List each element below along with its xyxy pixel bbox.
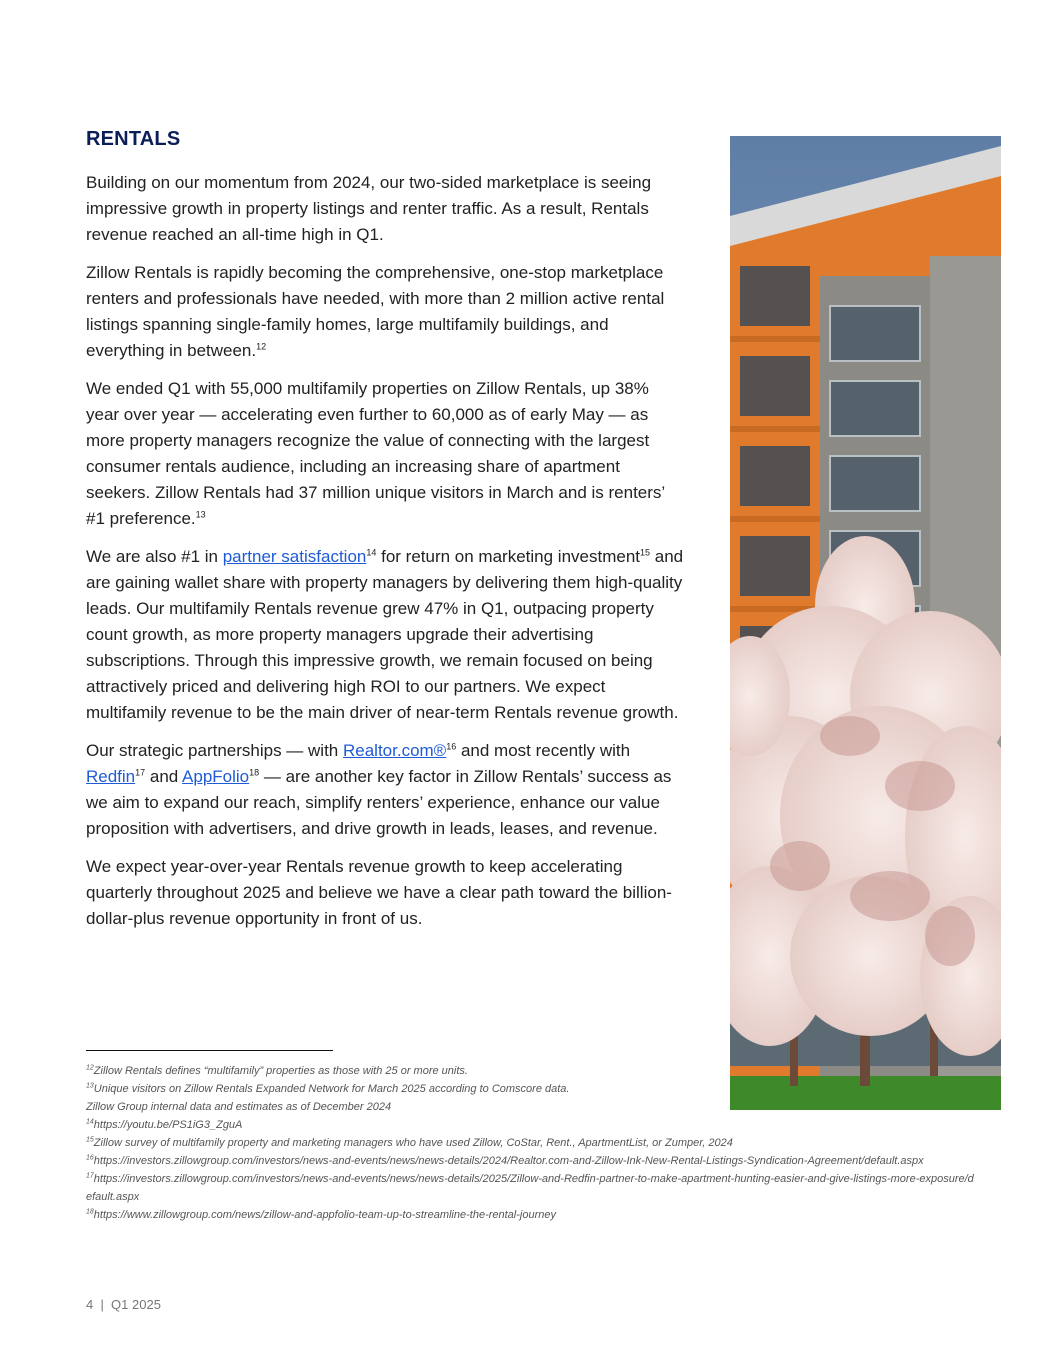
footnote-17: $^{17}$https://investors.zillowgroup.com/investors/news-and-events/news/news-details/2025/Zillow-and-Redfin-partner-to-make-apartment-hunting-easier-and-give-listings-more-exposure/default.aspx: [86, 1172, 974, 1203]
footnote-15: $^{15}$Zillow survey of multifamily property and marketing managers who have used Zillow, CoStar, Rent., ApartmentList, or Zumper, 2024: [86, 1136, 733, 1149]
realtor-com-link[interactable]: Realtor.com®: [342, 741, 447, 760]
footnote-16: $^{16}$https://investors.zillowgroup.com/investors/news-and-events/news/news-details/2024/Realtor.com-and-Zillow-Ink-New-Rental-Listings-Syndication-Agreement/default.aspx: [86, 1154, 924, 1167]
appfolio-link[interactable]: AppFolio: [182, 767, 250, 786]
paragraph-3: We ended Q1 with 55,000 multifamily properties on Zillow Rentals, up 38% year over year — accelerating even further to 60,000 as of early May — as more property managers recognize the value of connecting with the largest consumer rentals audience, including an increasing share of apartment seekers. Zillow Rentals had 37 million unique visitors in March and is renters’ #1 preference.$^{13}$: [86, 379, 665, 528]
footnote-ref-18: 18: [249, 767, 260, 778]
redfin-link[interactable]: Redfin: [86, 767, 136, 786]
footnote-ref-13: 13: [195, 509, 206, 520]
footnote-ref-12: 12: [256, 341, 267, 352]
footnote-divider: [86, 1050, 333, 1051]
paragraph-5: Our strategic partnerships — with Realtor.com®$^{16}$ and most recently with Redfin$^{17}$ and AppFolio$^{18}$ — are another key factor in Zillow Rentals’ success as we aim to expand our reach, simplify renters’ experience, enhance our value proposition with advertisers, and drive growth in leads, leases, and revenue.: [86, 741, 672, 838]
footnote-ref-15: 15: [640, 547, 651, 558]
footnote-ref-14: 14: [366, 547, 377, 558]
section-title: RENTALS: [86, 128, 181, 150]
footnote-14: $^{14}$https://youtu.be/PS1iG3_ZguA: [86, 1118, 243, 1131]
partner-satisfaction-link[interactable]: partner satisfaction: [222, 547, 367, 566]
building-cherry-blossom-image: [730, 136, 1001, 1110]
footnote-12: $^{12}$Zillow Rentals defines “multifamily” properties as those with 25 or more units.: [86, 1064, 468, 1077]
paragraph-2: Zillow Rentals is rapidly becoming the comprehensive, one-stop marketplace renters and professionals have needed, with more than 2 million active rental listings spanning single-family homes, large multifamily buildings, and everything in between.$^{12}$: [86, 263, 665, 360]
footnote-ref-17: 17: [135, 767, 146, 778]
page-footer: 4 | Q1 2025: [86, 1297, 161, 1312]
paragraph-6: We expect year-over-year Rentals revenue growth to keep accelerating quarterly throughout 2025 and believe we have a clear path toward the billion-dollar-plus revenue opportunity in front of us.: [86, 857, 672, 928]
building-photo: [730, 136, 1001, 1110]
footnote-18: $^{18}$https://www.zillowgroup.com/news/zillow-and-appfolio-team-up-to-streamline-the-rental-journey: [86, 1208, 556, 1221]
paragraph-4: We are also #1 in partner satisfaction$^{14}$ for return on marketing investment$^{15}$ and are gaining wallet share with property managers by delivering them high-quality leads. Our multifamily Rentals revenue grew 47% in Q1, outpacing property count growth, as more property managers upgrade their advertising subscriptions. Through this impressive growth, we remain focused on being attractively priced and delivering high ROI to our partners. We expect multifamily revenue to be the main driver of near-term Rentals revenue growth.: [86, 547, 684, 722]
footnotes: [86, 1062, 976, 1224]
paragraph-1: Building on our momentum from 2024, our two-sided marketplace is seeing impressive growth in property listings and renter traffic. As a result, Rentals revenue reached an all-time high in Q1.: [86, 173, 652, 244]
footnote-ref-16: 16: [446, 741, 457, 752]
body-column: [86, 170, 686, 944]
footnote-13: $^{13}$Unique visitors on Zillow Rentals Expanded Network for March 2025 according to Comscore data. Zillow Group internal data and estimates as of December 2024: [86, 1082, 570, 1113]
